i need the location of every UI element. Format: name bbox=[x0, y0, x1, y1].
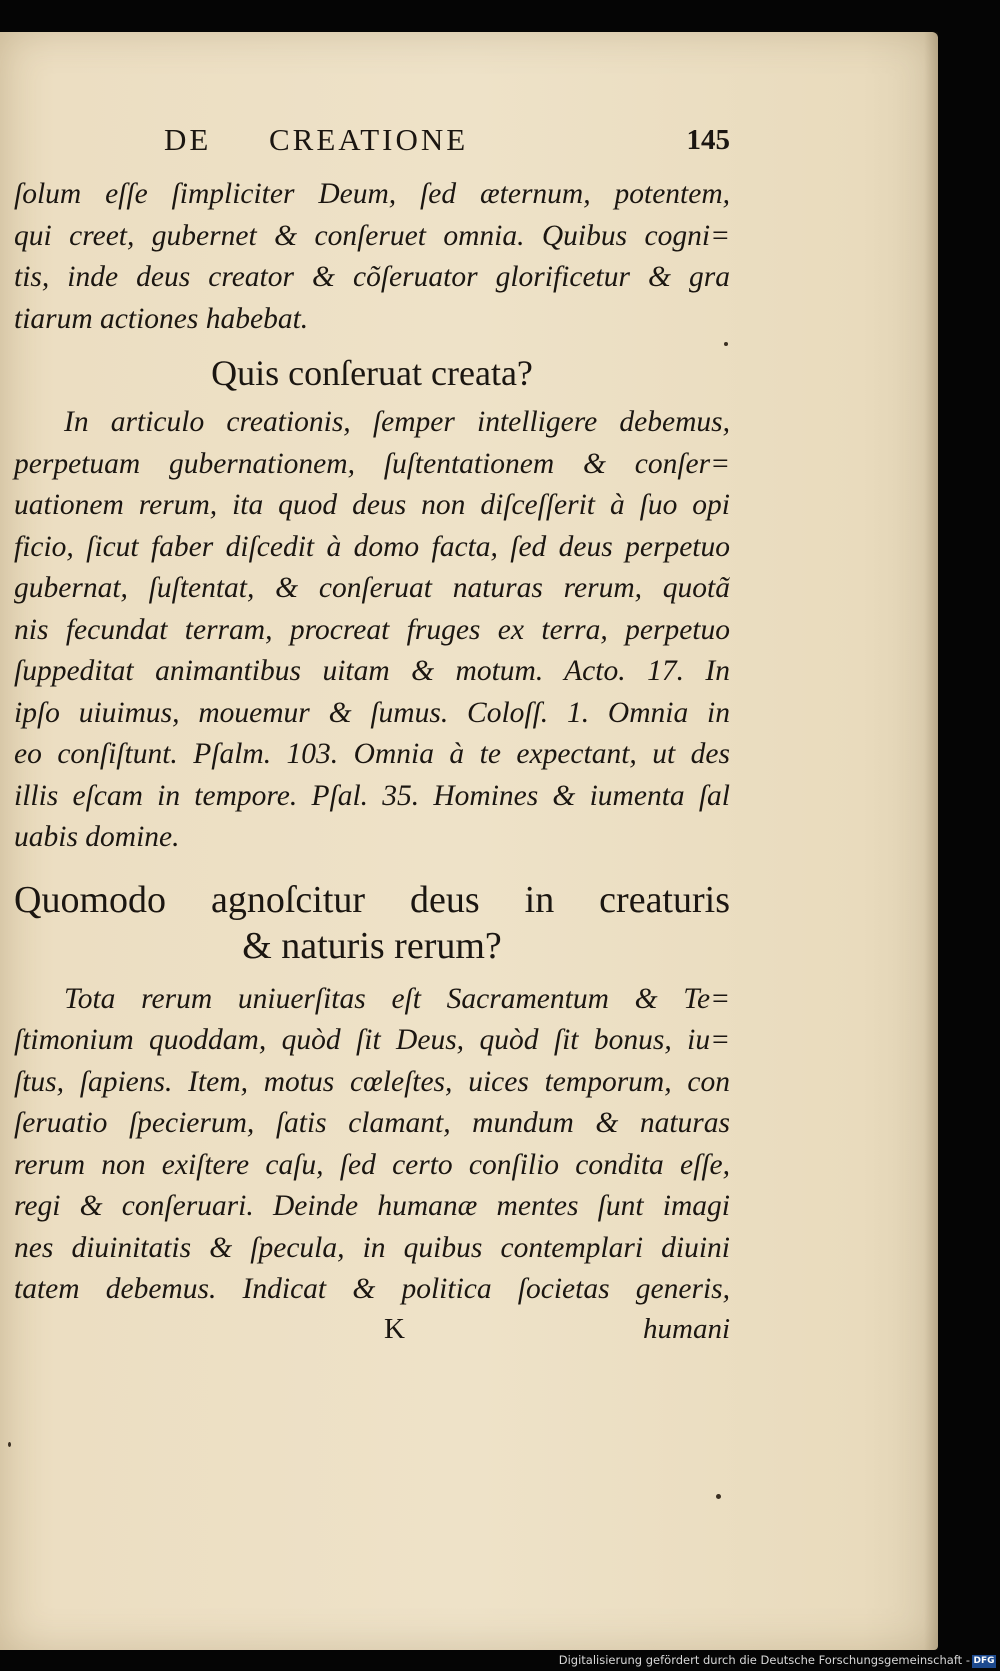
text-line: tiarum actiones habebat. bbox=[14, 302, 309, 335]
dfg-logo-icon: DFG bbox=[973, 1656, 995, 1666]
book-page bbox=[0, 32, 938, 1650]
signature-mark: K bbox=[384, 1312, 405, 1345]
heading-line: Quomodo agnoſcitur deus in creaturis bbox=[14, 878, 730, 921]
text-block bbox=[14, 122, 730, 1353]
text-line: In articulo creationis, ſemper intelligere debemus, bbox=[64, 406, 730, 438]
paragraph-1 bbox=[14, 174, 730, 340]
text-line: Tota rerum uniuerſitas eſt Sacramentum & Te= bbox=[64, 982, 730, 1015]
running-head-left-word: DE bbox=[164, 122, 212, 157]
text-line: nis fecundat terram, procreat fruges ex terra, perpetuo bbox=[14, 613, 730, 646]
page-number: 145 bbox=[686, 124, 730, 156]
text-line: regi & conſeruari. Deinde humanæ mentes ſunt imagi bbox=[14, 1190, 730, 1222]
ink-speck bbox=[724, 342, 728, 346]
text-line: rerum non exiſtere caſu, ſed certo conſilio condita eſſe, bbox=[14, 1148, 730, 1181]
heading-line: & naturis rerum? bbox=[242, 924, 502, 967]
text-line: ſuppeditat animantibus uitam & motum. Acto. 17. In bbox=[14, 655, 730, 687]
text-line: tatem debemus. Indicat & politica ſocietas generis, bbox=[14, 1273, 730, 1305]
section-heading-1 bbox=[14, 350, 730, 396]
footer-bar bbox=[0, 1650, 1000, 1671]
ink-speck bbox=[716, 1494, 721, 1499]
running-head bbox=[14, 122, 730, 174]
text-line: tis, inde deus creator & cõſeruator glorificetur & gra bbox=[14, 261, 730, 293]
page-foot bbox=[14, 1311, 730, 1353]
heading-line: Quis conſeruat creata? bbox=[211, 353, 533, 393]
running-head-right-word: CREATIONE bbox=[269, 122, 469, 157]
section-heading-2 bbox=[14, 877, 730, 969]
funding-credit: Digitalisierung gefördert durch die Deutsche Forschungsgemeinschaft - bbox=[558, 1653, 970, 1667]
text-line: ſtus, ſapiens. Item, motus cœleſtes, uices temporum, con bbox=[14, 1065, 730, 1098]
text-line: ſeruatio ſpecierum, ſatis clamant, mundum & naturas bbox=[14, 1107, 730, 1139]
text-line: ſolum eſſe ſimpliciter Deum, ſed æternum, potentem, bbox=[14, 178, 730, 210]
paragraph-2 bbox=[14, 402, 730, 859]
text-line: uationem rerum, ita quod deus non diſceſſerit à ſuo opi bbox=[14, 489, 730, 521]
text-line: gubernat, ſuſtentat, & conſeruat naturas rerum, quotã bbox=[14, 572, 730, 604]
text-line: illis eſcam in tempore. Pſal. 35. Homines & iumenta ſal bbox=[14, 779, 730, 812]
catchword: humani bbox=[643, 1312, 730, 1345]
text-line: ſtimonium quoddam, quòd ſit Deus, quòd ſit bonus, iu= bbox=[14, 1024, 730, 1056]
text-line: uabis domine. bbox=[14, 821, 180, 853]
ink-speck bbox=[8, 1442, 11, 1447]
text-line: qui creet, gubernet & conſeruet omnia. Quibus cogni= bbox=[14, 219, 730, 252]
text-line: ipſo uiuimus, mouemur & ſumus. Coloſſ. 1. Omnia in bbox=[14, 696, 730, 729]
text-line: perpetuam gubernationem, ſuſtentationem & conſer= bbox=[14, 447, 730, 480]
text-line: ficio, ſicut faber diſcedit à domo facta, ſed deus perpetuo bbox=[14, 530, 730, 563]
paragraph-3 bbox=[14, 979, 730, 1311]
text-line: eo conſiſtunt. Pſalm. 103. Omnia à te expectant, ut des bbox=[14, 738, 730, 770]
text-line: nes diuinitatis & ſpecula, in quibus contemplari diuini bbox=[14, 1231, 730, 1264]
